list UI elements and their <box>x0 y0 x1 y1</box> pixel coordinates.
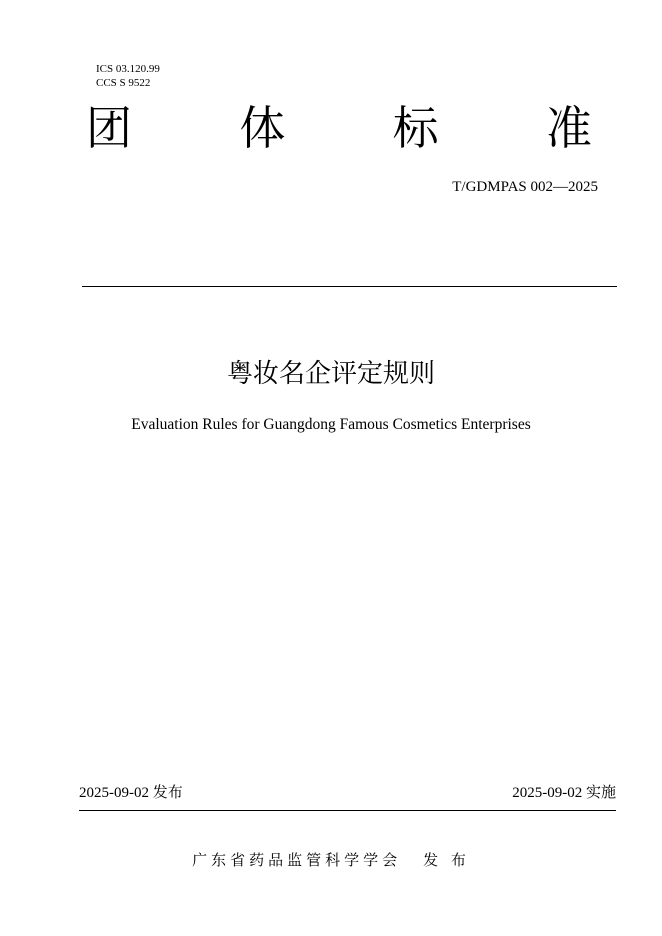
title-english: Evaluation Rules for Guangdong Famous Cosmetics Enterprises <box>131 416 531 433</box>
publisher-name: 广东省药品监管科学学会 <box>192 851 402 869</box>
implementation-date: 2025-09-02 实施 <box>512 785 616 801</box>
ccs-code: CCS S 9522 <box>96 77 151 89</box>
issue-date: 2025-09-02 发布 <box>79 785 183 801</box>
classification-codes <box>96 62 160 90</box>
standard-type-char: 团 <box>86 101 132 155</box>
standard-type-char: 标 <box>392 101 439 155</box>
publisher-line <box>0 850 662 870</box>
top-divider <box>82 286 617 287</box>
standard-type-heading <box>86 100 592 156</box>
bottom-divider <box>79 810 616 811</box>
publish-action: 发 布 <box>423 851 470 869</box>
standard-type-char: 准 <box>545 101 592 155</box>
title-chinese: 粤妆名企评定规则 <box>226 359 435 389</box>
standard-number: T/GDMPAS 002—2025 <box>452 179 598 195</box>
ics-code: ICS 03.120.99 <box>96 63 160 75</box>
standard-type-char: 体 <box>239 101 286 155</box>
